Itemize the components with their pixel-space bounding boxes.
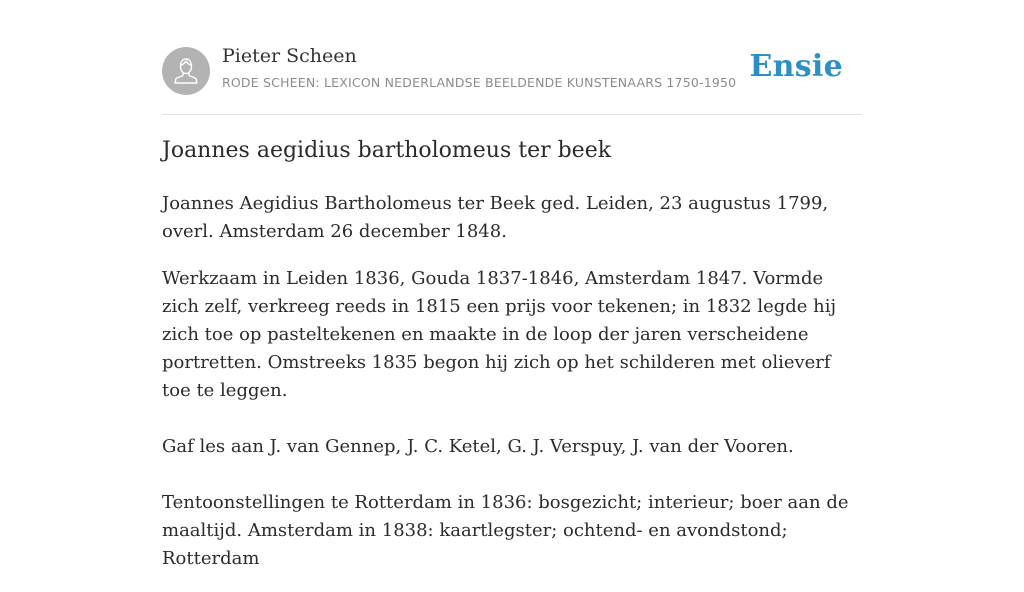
user-placeholder-icon xyxy=(162,47,210,95)
article-paragraph: Joannes Aegidius Bartholomeus ter Beek ged. Leiden, 23 augustus 1799, overl. Amsterdam 26 december 1848. xyxy=(162,193,829,242)
author-name[interactable]: Pieter Scheen xyxy=(222,45,357,67)
article-title: Joannes aegidius bartholomeus ter beek xyxy=(162,138,612,163)
source-label: RODE SCHEEN: LEXICON NEDERLANDSE BEELDENDE KUNSTENAARS 1750-1950 xyxy=(222,75,737,90)
article-container xyxy=(162,0,862,569)
ensie-logo[interactable]: Ensie xyxy=(749,49,843,84)
article-body xyxy=(162,190,862,592)
article-header xyxy=(162,0,862,115)
author-avatar[interactable] xyxy=(162,47,210,95)
article-paragraph: Werkzaam in Leiden 1836, Gouda 1837-1846, Amsterdam 1847. Vormde zich zelf, verkreeg reeds in 1815 een prijs voor tekenen; in 1832 legde hij zich toe op pasteltekenen en maakte in de loop der jaren verscheidene portretten. Omstreeks 1835 begon hij zich op het schilderen met olieverf toe te leggen. Gaf les aan J. van Gennep, J. C. Ketel, G. J. Verspuy, J. van der Vooren. Tentoonstellingen te Rotterdam in 1836: bosgezicht; interieur; boer aan de maaltijd. Amsterdam in 1838: kaartlegster; ochtend- en avondstond; Rotterdam xyxy=(162,268,849,569)
